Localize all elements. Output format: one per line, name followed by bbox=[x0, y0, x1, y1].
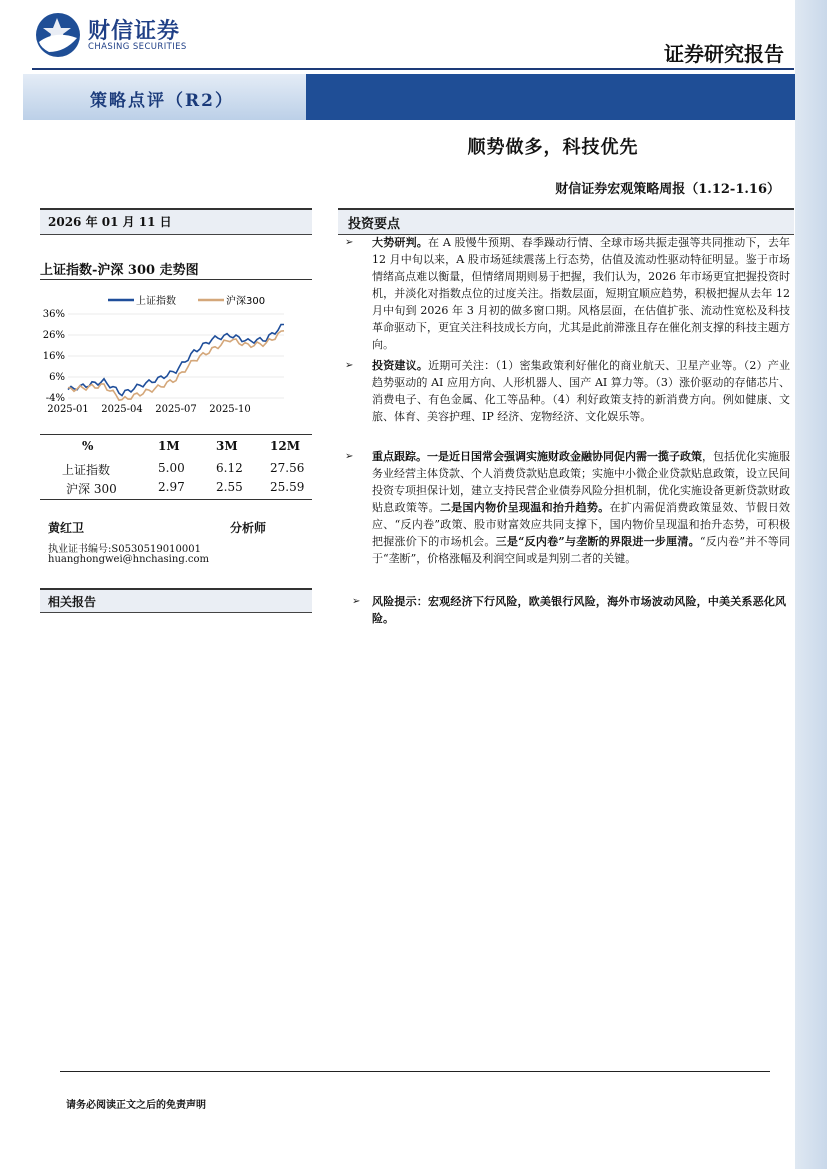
bullet-arrow-icon: ➢ bbox=[345, 360, 354, 371]
chasing-logo-icon bbox=[35, 12, 81, 58]
table-header-12m: 12M bbox=[270, 439, 300, 453]
chart-title: 上证指数-沪深 300 走势图 bbox=[40, 263, 199, 278]
table-cell: 5.00 bbox=[158, 461, 185, 475]
table-header-pct: % bbox=[82, 439, 94, 453]
report-headline: 顺势做多，科技优先 bbox=[467, 137, 639, 158]
report-date: 2026 年 01 月 11 日 bbox=[48, 215, 172, 229]
point-label: 风险提示： bbox=[372, 595, 428, 608]
header-divider bbox=[32, 68, 794, 70]
brand-name-en: CHASING SECURITIES bbox=[88, 42, 187, 52]
bullet-arrow-icon: ➢ bbox=[345, 451, 354, 462]
decorative-side-strip bbox=[795, 0, 827, 1169]
section-title: 投资要点 bbox=[348, 217, 401, 232]
x-tick-label: 2025-07 bbox=[155, 404, 197, 415]
footer-divider bbox=[60, 1071, 770, 1072]
x-tick-label: 2025-10 bbox=[209, 404, 251, 415]
point-text: 在 A 股慢牛预期、春季躁动行情、全球市场共振走强等共同推动下，去年 12 月中旬以来，A 股市场延续震荡上行态势，估值及流动性驱动特征明显。鉴于市场情绪高点难以衡量，但情绪周期则易于把握，我们认为，2026 年市场更宜把握投资时机，并淡化对指数点位的过度关注。指数层面，短期宜顺应趋势，积极把握从去年 12 月中旬到 2026 年 3 月初的做多窗口期。风格层面，在估值扩张、流动性宽松及科技革命驱动下，更宜关注科技成长方向，尤其是此前滞涨且存在催化剂支撑的科技主题方向。 bbox=[372, 236, 791, 351]
x-tick-label: 2025-01 bbox=[47, 404, 89, 415]
point-label: 重点跟踪。 bbox=[372, 450, 427, 463]
table-header-3m: 3M bbox=[216, 439, 238, 453]
point-text: 宏观经济下行风险，欧美银行风险，海外市场波动风险，中美关系恶化风险。 bbox=[372, 595, 787, 625]
report-subheadline: 财信证券宏观策略周报（1.12-1.16） bbox=[555, 182, 780, 197]
table-row-label: 上证指数 bbox=[62, 463, 111, 477]
point-investment-advice bbox=[372, 357, 790, 441]
index-trend-chart bbox=[38, 286, 314, 422]
disclaimer-notice: 请务必阅读正文之后的免责声明 bbox=[66, 1100, 206, 1111]
table-cell: 2.97 bbox=[158, 480, 185, 494]
chart-title-rule bbox=[40, 279, 312, 280]
report-type: 证券研究报告 bbox=[664, 42, 784, 66]
table-cell: 2.55 bbox=[216, 480, 243, 494]
analyst-name: 黄红卫 bbox=[48, 521, 85, 535]
bullet-arrow-icon: ➢ bbox=[345, 237, 354, 248]
point-text: “反内卷”并不等同于“垄断”，价格涨幅及利润空间或是判别二者的关键。 bbox=[372, 535, 791, 565]
table-header-1m: 1M bbox=[158, 439, 180, 453]
y-tick-label: 36% bbox=[42, 309, 65, 320]
table-cell: 6.12 bbox=[216, 461, 243, 475]
category-label: 策略点评（R2） bbox=[90, 91, 234, 111]
y-tick-label: 6% bbox=[49, 372, 65, 383]
point-risk-warning bbox=[372, 593, 786, 627]
chart-legend bbox=[108, 294, 265, 307]
point-bold: 二是国内物价呈现温和抬升趋势。 bbox=[439, 501, 610, 514]
legend-label-sh: 上证指数 bbox=[136, 296, 176, 307]
point-text: 在扩内需促消费政策显效、节假日效应、“反内卷”政策、股市财富效应共同支撑下，国内物价呈现温和抬升态势，可积极把握涨价下的市场机会。 bbox=[372, 501, 791, 548]
analyst-email[interactable]: huanghongwei@hnchasing.com bbox=[48, 554, 210, 565]
point-bold: 三是“反内卷”与垄断的界限进一步厘清。 bbox=[495, 535, 700, 548]
y-tick-label: -4% bbox=[45, 393, 65, 404]
brand-name-cn: 财信证券 bbox=[88, 19, 181, 44]
table-cell: 25.59 bbox=[270, 480, 305, 494]
y-tick-label: 16% bbox=[42, 351, 65, 362]
analyst-role: 分析师 bbox=[230, 521, 267, 535]
section-bar bbox=[338, 208, 794, 235]
table-cell: 27.56 bbox=[270, 461, 305, 475]
point-text: ，包括优化实施服务业经营主体贷款、个人消费贷款贴息政策；实施中小微企业贷款贴息政策，设立民间投资专项担保计划，建立支持民营企业债券风险分担机制，优化实施设备更新贷款财政贴息政策等。 bbox=[372, 450, 790, 514]
table-row-label: 沪深 300 bbox=[66, 482, 117, 496]
point-bold: 一是近日国常会强调实施财政金融协同促内需一揽子政策 bbox=[427, 450, 702, 463]
point-market-view bbox=[372, 234, 790, 352]
table-bottom-rule bbox=[40, 499, 312, 500]
legend-label-hs300: 沪深300 bbox=[226, 296, 266, 307]
y-tick-label: 26% bbox=[42, 330, 65, 341]
point-text: 近期可关注：（1）密集政策利好催化的商业航天、卫星产业等。（2）产业趋势驱动的 AI 应用方向、人形机器人、国产 AI 算力等。（3）涨价驱动的存储芯片、消费电子、有色金属、化工等品种。（4）利好政策支持的新消费方向。例如健康、文旅、体育、美容护理、IP 经济、宠物经济、文化娱乐等。 bbox=[372, 359, 791, 423]
point-label: 大势研判。 bbox=[372, 236, 428, 249]
bullet-arrow-icon: ➢ bbox=[352, 596, 361, 607]
table-top-rule bbox=[40, 434, 312, 435]
point-key-tracking bbox=[372, 448, 790, 578]
banner-accent bbox=[306, 74, 795, 120]
analyst-license: 执业证书编号:S0530519010001 bbox=[48, 544, 201, 555]
related-reports-label: 相关报告 bbox=[48, 595, 97, 609]
point-label: 投资建议。 bbox=[372, 359, 429, 372]
x-tick-label: 2025-04 bbox=[101, 404, 143, 415]
